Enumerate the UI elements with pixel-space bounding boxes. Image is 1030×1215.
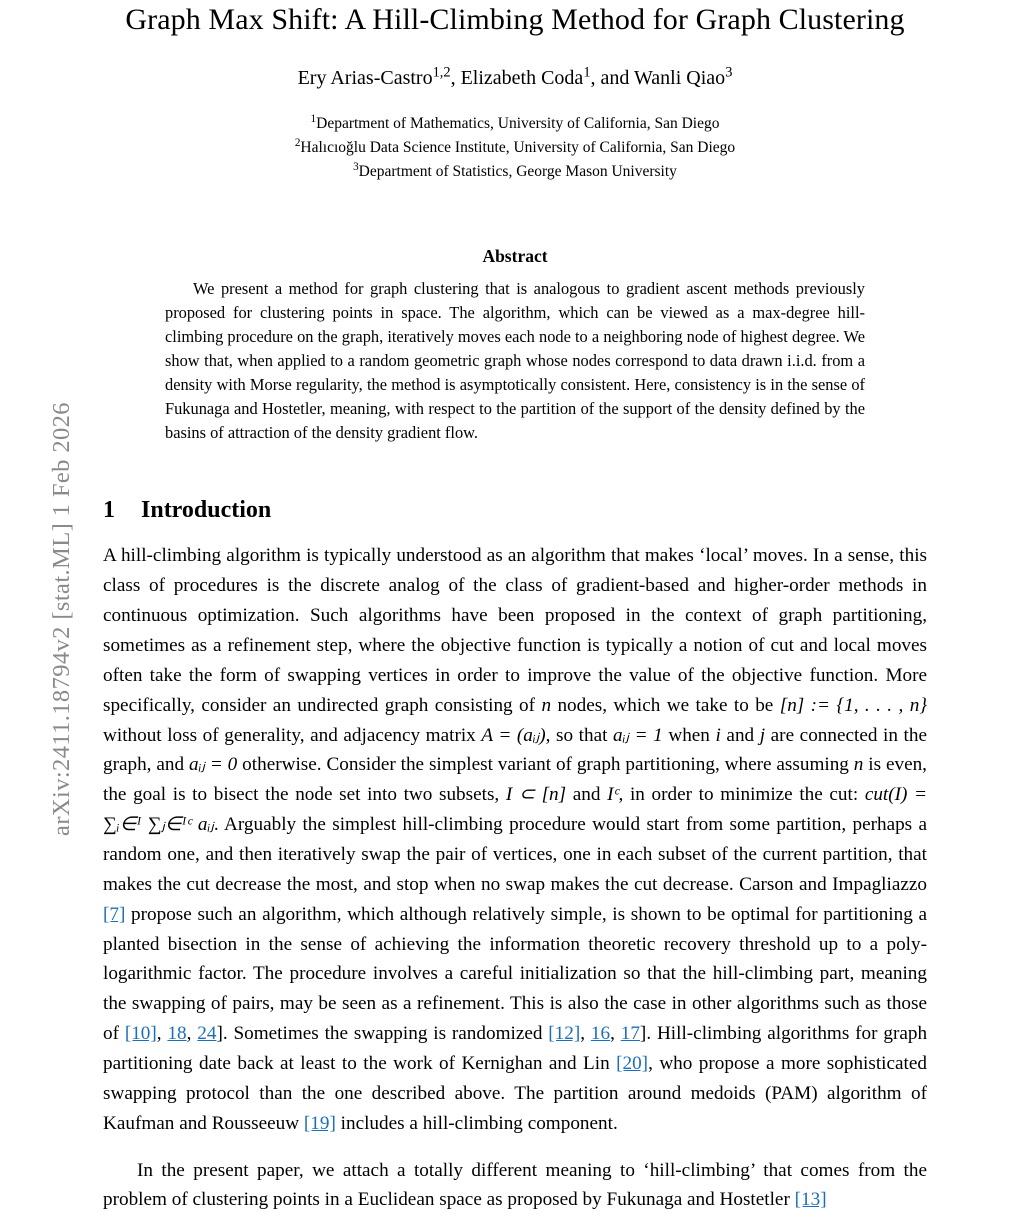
author-2-name: Elizabeth Coda <box>460 66 584 89</box>
citation-17[interactable]: 17 <box>620 1023 640 1045</box>
cite-sep-3: , <box>580 1023 591 1045</box>
math-j: j <box>759 724 766 746</box>
affiliation-3-marker: 3 <box>353 160 359 173</box>
par1-seg1: A hill-climbing algorithm is typically understood as an algorithm that makes ‘local’ moves. In a sense, this class of procedures is the discrete analog of the class of gradient-based and higher-order methods in continuous optimization. Such algorithms have been proposed in the context of graph partitioning, sometimes as a refinement step, where the objective function is typically a notion of cut and local moves often take the form of swapping vertices in order to improve the value of the objective function. More specifically, consider an undirected graph consisting of <box>103 545 927 716</box>
author-list <box>103 63 927 90</box>
cite-sep-4: , <box>610 1023 621 1045</box>
affiliation-1-text: Department of Mathematics, University of California, San Diego <box>316 114 720 132</box>
citation-13[interactable]: [13] <box>794 1189 827 1211</box>
math-n-2: n <box>853 754 864 776</box>
par1-seg16: , who propose a more sophisticated swapping protocol than the one described above. The partition around medoids (PAM) algorithm of Kaufman and Rousseeuw <box>103 1053 927 1134</box>
author-separator-1: , <box>450 66 461 89</box>
par1-seg13: propose such an algorithm, which although relatively simple, is shown to be optimal for partitioning a planted bisection in the sense of achieving the information theoretic recovery threshold up to a poly-logarithmic factor. The procedure involves a careful initialization so that the hill-climbing part, meaning the swapping of pairs, may be seen as a refinement. This is also the case in other algorithms such as those of <box>103 903 927 1045</box>
abstract-text: We present a method for graph clustering that is analogous to gradient ascent methods previously proposed for clustering points in space. The algorithm, which can be viewed as a max-degree hill-climbing procedure on the graph, iteratively moves each node to a neighboring node of highest degree. We show that, when applied to a random geometric graph whose nodes correspond to data drawn i.i.d. from a density with Morse regularity, the method is asymptotically consistent. Here, consistency is in the sense of Fukunaga and Hostetler, meaning, with respect to the partition of the support of the density defined by the basins of attraction of the density gradient flow. <box>165 278 865 443</box>
par1-seg14: . Sometimes the swapping is randomized <box>222 1023 549 1045</box>
math-n: n <box>541 694 552 716</box>
affiliation-2-text: Halıcıoğlu Data Science Institute, University of California, San Diego <box>300 138 736 156</box>
cite-sep-1: , <box>156 1023 168 1045</box>
cite-sep-2: , <box>186 1023 198 1045</box>
affiliation-1 <box>103 112 927 136</box>
citation-10[interactable]: [10] <box>124 1023 157 1045</box>
par2-seg1: In the present paper, we attach a totally different meaning to ‘hill-climbing’ that comes from the problem of clustering points in a Euclidean space as proposed by Fukunaga and Hostetler <box>103 1159 927 1211</box>
author-separator-2: , and <box>590 66 635 89</box>
par1-seg10: and <box>566 784 608 806</box>
citation-19[interactable]: [19] <box>303 1112 336 1134</box>
math-aij-equals-one: aᵢⱼ = 1 <box>613 724 663 746</box>
abstract-heading: Abstract <box>482 245 548 266</box>
math-i: i <box>715 724 721 746</box>
par1-seg12: . Arguably the simplest hill-climbing procedure would start from some partition, perhaps a random one, and then iteratively swap the pair of vertices, one in each subset of the current partition, that makes the cut decrease the most, and stop when no swap makes the cut decrease. Carson and Impagliazzo <box>103 814 927 895</box>
author-2-affiliation-marker: 1 <box>583 63 591 80</box>
section-number: 1 <box>103 497 115 524</box>
cite-bracket-1: ] <box>216 1023 223 1045</box>
citation-7[interactable]: [7] <box>103 903 126 925</box>
author-1-affiliation-marker: 1,2 <box>432 63 451 80</box>
citation-20[interactable]: [20] <box>616 1053 649 1075</box>
affiliation-2-marker: 2 <box>294 136 301 149</box>
affiliation-1-marker: 1 <box>310 112 317 125</box>
author-3-name: Wanli Qiao <box>634 66 726 89</box>
affiliation-2 <box>103 136 927 160</box>
par1-seg17: includes a hill-climbing component. <box>335 1112 618 1134</box>
math-aij-equals-zero: aᵢⱼ = 0 <box>188 754 238 776</box>
paragraph-2 <box>103 1156 927 1215</box>
citation-12[interactable]: [12] <box>548 1023 581 1045</box>
par1-seg6: and <box>720 724 760 746</box>
par1-seg9: is even, the goal is to bisect the node set into two subsets, <box>103 754 927 806</box>
par1-seg8: otherwise. Consider the simplest variant of graph partitioning, where assuming <box>237 754 854 776</box>
author-1-name: Ery Arias-Castro <box>297 66 433 89</box>
affiliation-list <box>103 112 927 184</box>
math-cut-formula: cut(I) = ∑ᵢ∈ᴵ ∑ⱼ∈ᴵᶜ aᵢⱼ <box>103 784 928 836</box>
affiliation-3 <box>103 160 927 184</box>
citation-24[interactable]: 24 <box>197 1023 217 1045</box>
par1-seg7: are connected in the graph, and <box>103 724 927 776</box>
par1-seg3: without loss of generality, and adjacency matrix <box>103 724 482 746</box>
math-i-subset: I ⊂ [n] <box>505 784 567 806</box>
math-adjacency-matrix: A = (aᵢⱼ) <box>481 724 546 746</box>
cite-bracket-2: ] <box>639 1023 647 1045</box>
par1-seg5: when <box>662 724 716 746</box>
citation-18[interactable]: 18 <box>167 1023 187 1045</box>
math-i-complement: Iᶜ <box>607 784 619 806</box>
par1-seg4: , so that <box>545 724 614 746</box>
citation-16[interactable]: 16 <box>590 1023 611 1045</box>
author-3-affiliation-marker: 3 <box>725 63 733 80</box>
paper-content <box>103 0 927 1215</box>
paper-title: Graph Max Shift: A Hill-Climbing Method for Graph Clustering <box>125 3 905 36</box>
par1-seg2: nodes, which we take to be <box>551 694 780 716</box>
math-node-set: [n] := {1, . . . , n} <box>779 694 927 716</box>
par1-seg15: . Hill-climbing algorithms for graph partitioning date back at least to the work of Kernighan and Lin <box>103 1023 928 1075</box>
section-title: Introduction <box>141 497 272 524</box>
paragraph-1 <box>103 541 927 1138</box>
affiliation-3-text: Department of Statistics, George Mason University <box>358 162 677 180</box>
arxiv-identifier-stamp: arXiv:2411.18794v2 [stat.ML] 1 Feb 2026 <box>48 402 75 836</box>
section-heading-introduction <box>103 497 927 524</box>
par1-seg11: , in order to minimize the cut: <box>618 784 865 806</box>
